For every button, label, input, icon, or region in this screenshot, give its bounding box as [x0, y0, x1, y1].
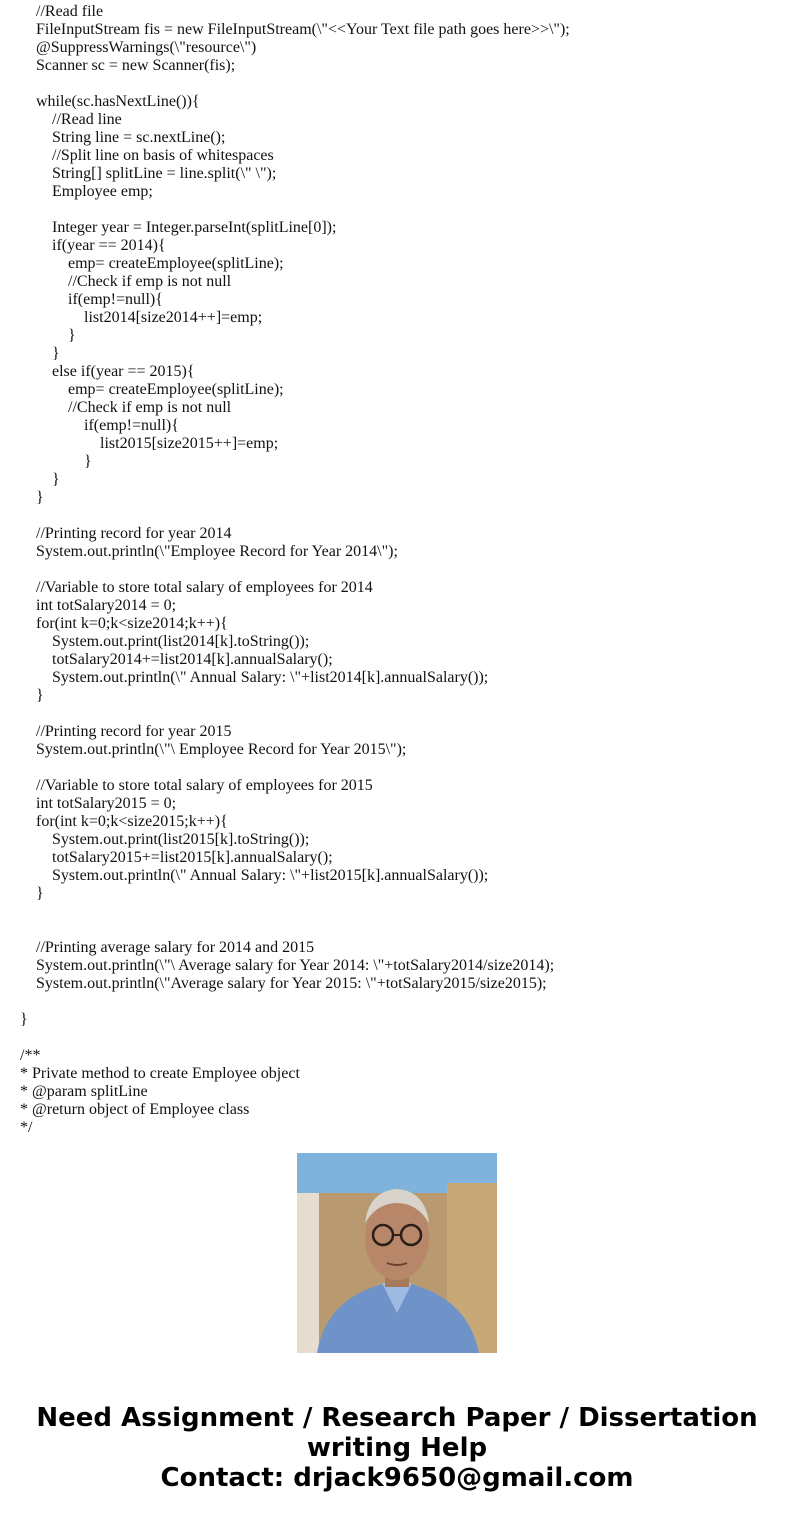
code-line: } — [20, 327, 76, 344]
code-line: int totSalary2014 = 0; — [20, 597, 177, 614]
author-photo — [297, 1153, 497, 1353]
portrait-image — [297, 1153, 497, 1353]
code-line — [20, 75, 790, 93]
code-line: @SuppressWarnings(\"resource\") — [20, 39, 257, 56]
code-line: //Printing average salary for 2014 and 2015 — [20, 939, 315, 956]
code-line: * Private method to create Employee object — [20, 1065, 300, 1082]
code-line: /** — [20, 1047, 41, 1064]
code-line — [20, 705, 790, 723]
code-line: totSalary2015+=list2015[k].annualSalary(); — [20, 849, 333, 866]
code-line: Scanner sc = new Scanner(fis); — [20, 57, 236, 74]
code-line: list2015[size2015++]=emp; — [20, 435, 279, 452]
code-line: * @return object of Employee class — [20, 1101, 250, 1118]
code-line: if(emp!=null){ — [20, 417, 179, 434]
code-line: } — [20, 1011, 28, 1028]
code-line: totSalary2014+=list2014[k].annualSalary(); — [20, 651, 333, 668]
code-line: //Variable to store total salary of employees for 2015 — [20, 777, 373, 794]
code-line: System.out.println(\"Employee Record for Year 2014\"); — [20, 543, 398, 560]
code-line: //Check if emp is not null — [20, 399, 232, 416]
code-line: System.out.println(\" Annual Salary: \"+list2014[k].annualSalary()); — [20, 669, 489, 686]
code-line: if(year == 2014){ — [20, 237, 166, 254]
code-line: Integer year = Integer.parseInt(splitLine[0]); — [20, 219, 337, 236]
code-line: System.out.print(list2015[k].toString()); — [20, 831, 310, 848]
code-line: emp= createEmployee(splitLine); — [20, 255, 284, 272]
code-line — [20, 903, 790, 921]
code-line — [20, 561, 790, 579]
code-line: System.out.println(\"Average salary for Year 2015: \"+totSalary2015/size2015); — [20, 975, 547, 992]
code-line — [20, 1029, 790, 1047]
code-line: * @param splitLine — [20, 1083, 148, 1100]
code-line: System.out.println(\"\ Employee Record for Year 2015\"); — [20, 741, 407, 758]
contact-email: Contact: drjack9650@gmail.com — [160, 1463, 634, 1493]
code-line: emp= createEmployee(splitLine); — [20, 381, 284, 398]
code-line: */ — [20, 1119, 33, 1136]
code-line: for(int k=0;k<size2014;k++){ — [20, 615, 228, 632]
banner-line: Need Assignment / Research Paper / Dissertation — [36, 1403, 758, 1433]
code-line: } — [20, 687, 44, 704]
code-line: list2014[size2014++]=emp; — [20, 309, 263, 326]
code-line — [20, 921, 790, 939]
code-line: Employee emp; — [20, 183, 153, 200]
code-line — [20, 759, 790, 777]
code-line: //Split line on basis of whitespaces — [20, 147, 274, 164]
code-line: for(int k=0;k<size2015;k++){ — [20, 813, 228, 830]
code-line: //Printing record for year 2015 — [20, 723, 232, 740]
code-line: String line = sc.nextLine(); — [20, 129, 226, 146]
contact-banner — [0, 1403, 794, 1493]
code-line: System.out.println(\" Annual Salary: \"+list2015[k].annualSalary()); — [20, 867, 489, 884]
code-line: FileInputStream fis = new FileInputStream(\"<<Your Text file path goes here>>\"); — [20, 21, 570, 38]
code-line: } — [20, 885, 44, 902]
code-line: //Variable to store total salary of employees for 2014 — [20, 579, 373, 596]
code-listing — [20, 3, 790, 1136]
code-line: } — [20, 489, 44, 506]
code-line — [20, 507, 790, 525]
code-line: String[] splitLine = line.split(\" \"); — [20, 165, 277, 182]
banner-line: writing Help — [306, 1433, 488, 1463]
code-line: //Read line — [20, 111, 122, 128]
code-line: //Printing record for year 2014 — [20, 525, 232, 542]
code-line: if(emp!=null){ — [20, 291, 163, 308]
code-line: //Read file — [20, 3, 104, 20]
code-line — [20, 993, 790, 1011]
code-line: else if(year == 2015){ — [20, 363, 195, 380]
code-line: //Check if emp is not null — [20, 273, 232, 290]
code-line — [20, 201, 790, 219]
code-line: System.out.println(\"\ Average salary for Year 2014: \"+totSalary2014/size2014); — [20, 957, 555, 974]
code-line: } — [20, 471, 60, 488]
code-line: } — [20, 345, 60, 362]
code-line: while(sc.hasNextLine()){ — [20, 93, 200, 110]
code-line: System.out.print(list2014[k].toString()); — [20, 633, 310, 650]
code-line: int totSalary2015 = 0; — [20, 795, 177, 812]
code-line: } — [20, 453, 92, 470]
